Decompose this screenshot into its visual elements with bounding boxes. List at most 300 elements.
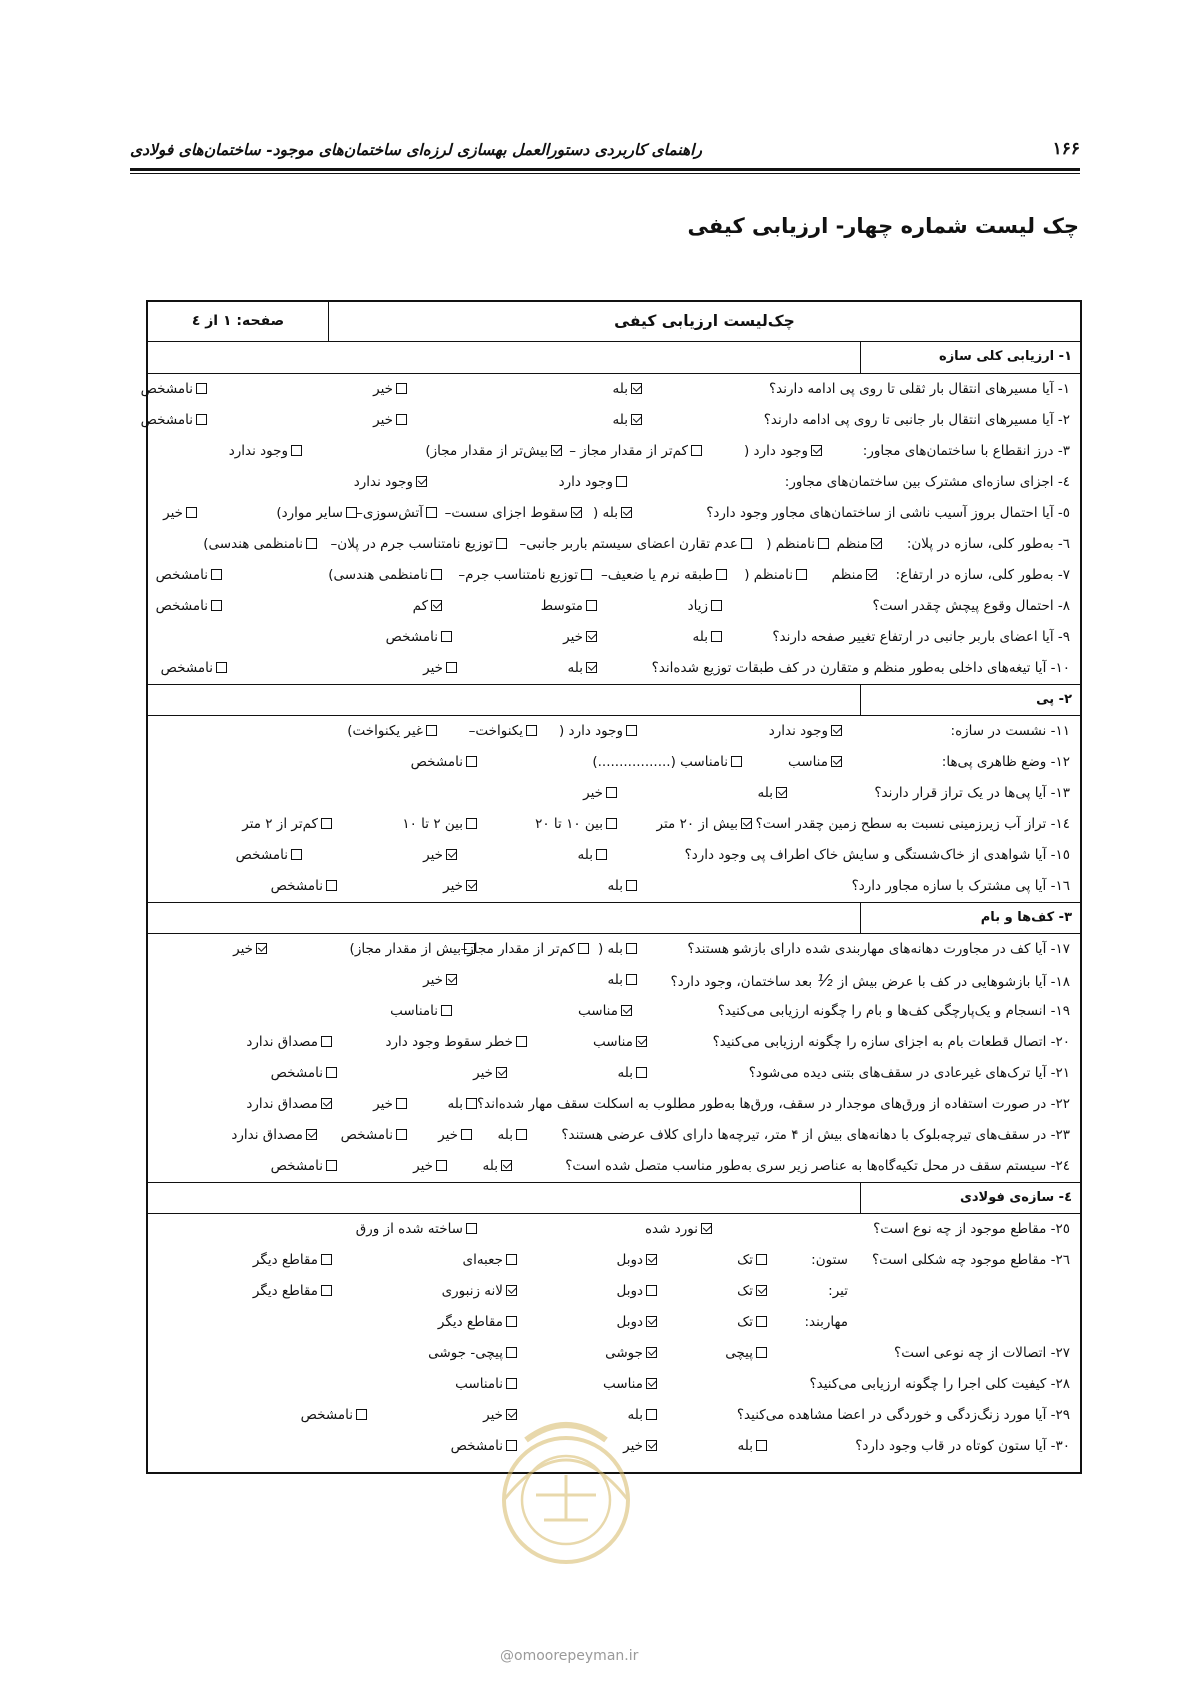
checkbox-icon[interactable] <box>516 1036 527 1047</box>
option[interactable] <box>276 498 360 529</box>
document-title: چک لیست شماره چهار- ارزیابی کیفی <box>687 214 1079 238</box>
option[interactable] <box>413 1151 450 1182</box>
checkbox-icon[interactable] <box>291 445 302 456</box>
option-label: بیش از مقدار مجاز) <box>349 941 461 957</box>
option[interactable] <box>443 871 480 902</box>
option[interactable] <box>428 1338 520 1369</box>
option-label: مصداق ندارد <box>246 1096 318 1112</box>
option-label: آتش‌سوزی– <box>356 505 423 521</box>
option[interactable] <box>645 1214 715 1245</box>
question-text: ۱٥- آیا شواهدی از خاک‌شستگی و سایش خاک اطراف پی وجود دارد؟ <box>684 847 1070 863</box>
option-label: وجود دارد <box>558 474 613 490</box>
option[interactable] <box>603 1369 660 1400</box>
checkbox-icon[interactable] <box>441 631 452 642</box>
checklist-item <box>148 1089 1080 1120</box>
checked-checkbox-icon[interactable] <box>621 1005 632 1016</box>
checklist-item <box>148 1245 1080 1276</box>
option-label: پیچی <box>725 1345 753 1361</box>
checked-checkbox-icon[interactable] <box>586 662 597 673</box>
checkbox-icon[interactable] <box>586 600 597 611</box>
option[interactable] <box>616 1307 660 1338</box>
checked-checkbox-icon[interactable] <box>506 1285 517 1296</box>
question-text: ۱٩- انسجام و یک‌پارچگی کف‌ها و بام را چگونه ارزیابی می‌کنید؟ <box>717 1003 1070 1019</box>
checked-checkbox-icon[interactable] <box>866 569 877 580</box>
checkbox-icon[interactable] <box>516 1129 527 1140</box>
checkbox-icon[interactable] <box>711 600 722 611</box>
option-label: کم‌تر از مقدار مجاز– <box>460 941 575 957</box>
checkbox-icon[interactable] <box>461 1129 472 1140</box>
checkbox-icon[interactable] <box>211 569 222 580</box>
checkbox-icon[interactable] <box>326 880 337 891</box>
checkbox-icon[interactable] <box>526 725 537 736</box>
option[interactable] <box>559 716 640 747</box>
option-label: منظم <box>836 536 868 552</box>
option[interactable] <box>519 529 755 560</box>
question-text: ۱۱- نشست در سازه: <box>950 723 1070 739</box>
checkbox-icon[interactable] <box>506 1378 517 1389</box>
section-header <box>148 684 1080 716</box>
checkbox-icon[interactable] <box>616 476 627 487</box>
checked-checkbox-icon[interactable] <box>496 1067 507 1078</box>
checked-checkbox-icon[interactable] <box>636 1036 647 1047</box>
option-label: خیر <box>423 847 443 863</box>
checkbox-icon[interactable] <box>711 631 722 642</box>
checklist-item <box>148 1276 1080 1307</box>
option[interactable] <box>738 1431 770 1462</box>
checkbox-icon[interactable] <box>606 787 617 798</box>
checked-checkbox-icon[interactable] <box>571 507 582 518</box>
option[interactable] <box>788 747 845 778</box>
option[interactable] <box>442 1276 520 1307</box>
option[interactable] <box>469 716 540 747</box>
option[interactable] <box>725 1338 770 1369</box>
checkbox-icon[interactable] <box>581 569 592 580</box>
option-label: بله <box>757 785 773 801</box>
checked-checkbox-icon[interactable] <box>586 631 597 642</box>
checkbox-icon[interactable] <box>306 538 317 549</box>
option[interactable] <box>578 996 635 1027</box>
checklist-item <box>148 591 1080 622</box>
checkbox-icon[interactable] <box>596 849 607 860</box>
checkbox-icon[interactable] <box>626 943 637 954</box>
checked-checkbox-icon[interactable] <box>831 725 842 736</box>
option[interactable] <box>271 1058 340 1089</box>
option[interactable] <box>758 778 790 809</box>
option[interactable] <box>583 778 620 809</box>
question-text: ۲٥- مقاطع موجود از چه نوع است؟ <box>873 1221 1070 1237</box>
option-label: نامشخص <box>340 1127 393 1143</box>
option[interactable] <box>354 467 430 498</box>
checked-checkbox-icon[interactable] <box>446 849 457 860</box>
option[interactable] <box>613 374 645 405</box>
option[interactable] <box>229 436 305 467</box>
checkbox-icon[interactable] <box>211 600 222 611</box>
option-label: توزیع نامتناسب جرم در پلان– <box>330 536 493 552</box>
checkbox-icon[interactable] <box>436 1160 447 1171</box>
option-label: مقاطع دیگر <box>252 1283 318 1299</box>
option[interactable] <box>423 840 460 871</box>
option[interactable] <box>373 1089 410 1120</box>
checked-checkbox-icon[interactable] <box>466 880 477 891</box>
checked-checkbox-icon[interactable] <box>701 1223 712 1234</box>
checkbox-icon[interactable] <box>196 383 207 394</box>
checked-checkbox-icon[interactable] <box>631 383 642 394</box>
checkbox-icon[interactable] <box>466 1098 477 1109</box>
option-label: بله <box>617 1065 633 1081</box>
option[interactable] <box>328 560 445 591</box>
checkbox-icon[interactable] <box>356 1409 367 1420</box>
option[interactable] <box>568 653 600 684</box>
option[interactable] <box>473 1058 510 1089</box>
option[interactable] <box>737 1276 770 1307</box>
checkbox-icon[interactable] <box>741 538 752 549</box>
checked-checkbox-icon[interactable] <box>831 756 842 767</box>
checkbox-icon[interactable] <box>756 1254 767 1265</box>
option[interactable] <box>593 1027 650 1058</box>
checklist-item <box>148 840 1080 871</box>
checked-checkbox-icon[interactable] <box>646 1254 657 1265</box>
option-label: خیر <box>373 381 393 397</box>
checkbox-icon[interactable] <box>426 725 437 736</box>
option-label: دوبل <box>616 1283 643 1299</box>
option[interactable] <box>598 934 640 965</box>
checkbox-icon[interactable] <box>506 1316 517 1327</box>
option[interactable] <box>769 716 845 747</box>
option[interactable] <box>688 591 725 622</box>
option-label: بله <box>607 878 623 894</box>
checklist-item <box>148 1338 1080 1369</box>
option-label: کم‌تر از ۲ متر <box>242 816 318 832</box>
checkbox-icon[interactable] <box>731 756 742 767</box>
option[interactable] <box>253 1276 335 1307</box>
option[interactable] <box>592 747 745 778</box>
option-label: لانه زنبوری <box>441 1283 503 1299</box>
option-label: نامشخص <box>270 1065 323 1081</box>
publisher-seal-watermark <box>466 1400 666 1580</box>
checklist-item <box>148 996 1080 1027</box>
checkbox-icon[interactable] <box>431 569 442 580</box>
option-label: بیش از ۲۰ متر <box>656 816 738 832</box>
section-title: ۲- پی <box>860 685 1080 715</box>
option-label: نامشخص <box>160 660 213 676</box>
option[interactable] <box>618 1058 650 1089</box>
option[interactable] <box>438 1120 475 1151</box>
option[interactable] <box>156 591 225 622</box>
checked-checkbox-icon[interactable] <box>776 787 787 798</box>
question-text: ۲٩- آیا مورد زنگ‌زدگی و خوردگی در اعضا مشاهده می‌کنید؟ <box>736 1407 1070 1423</box>
checked-checkbox-icon[interactable] <box>551 445 562 456</box>
option-label: وجود دارد ( <box>744 443 808 459</box>
checked-checkbox-icon[interactable] <box>646 1378 657 1389</box>
checkbox-icon[interactable] <box>578 943 589 954</box>
option[interactable] <box>593 498 635 529</box>
option[interactable] <box>425 436 565 467</box>
checklist-item <box>148 871 1080 902</box>
checkbox-icon[interactable] <box>321 1254 332 1265</box>
option-label: دوبل <box>616 1252 643 1268</box>
checkbox-icon[interactable] <box>466 1223 477 1234</box>
question-text: ۱۲- وضع ظاهری پی‌ها: <box>941 754 1070 770</box>
option-label: سایر موارد) <box>276 505 343 521</box>
option[interactable] <box>350 934 478 965</box>
checkbox-icon[interactable] <box>186 507 197 518</box>
option[interactable] <box>253 1245 335 1276</box>
option[interactable] <box>386 622 455 653</box>
option[interactable] <box>605 1338 660 1369</box>
option[interactable] <box>341 1120 410 1151</box>
checked-checkbox-icon[interactable] <box>871 538 882 549</box>
option[interactable] <box>460 934 592 965</box>
option-label: نامشخص <box>140 381 193 397</box>
option[interactable] <box>693 622 725 653</box>
option[interactable] <box>141 374 210 405</box>
option[interactable] <box>601 560 730 591</box>
checkbox-icon[interactable] <box>756 1440 767 1451</box>
option[interactable] <box>331 529 510 560</box>
question-text: ۱٦- آیا پی مشترک با سازه مجاور دارد؟ <box>851 878 1070 894</box>
option[interactable] <box>301 1400 370 1431</box>
option[interactable] <box>356 1214 480 1245</box>
checked-checkbox-icon[interactable] <box>811 445 822 456</box>
checked-checkbox-icon[interactable] <box>646 1347 657 1358</box>
option-label: خیر <box>473 1065 493 1081</box>
option[interactable] <box>455 1369 520 1400</box>
option[interactable] <box>837 529 885 560</box>
checklist-item <box>148 1369 1080 1400</box>
option-label: خیر <box>373 1096 393 1112</box>
question-text: ٧- به‌طور کلی، سازه در ارتفاع: <box>895 567 1070 583</box>
option-label: نامنظم ( <box>744 567 793 583</box>
checkbox-icon[interactable] <box>818 538 829 549</box>
question-text: ۱۰- آیا تیغه‌های داخلی به‌طور منظم و متقارن در کف طبقات توزیع شده‌اند؟ <box>651 660 1070 676</box>
option[interactable] <box>246 1089 335 1120</box>
option-label: ساخته شده از ورق <box>355 1221 463 1237</box>
checkbox-icon[interactable] <box>396 414 407 425</box>
page-header <box>130 130 1080 168</box>
option[interactable] <box>386 1027 531 1058</box>
option[interactable] <box>423 653 460 684</box>
option[interactable] <box>411 747 480 778</box>
option[interactable] <box>445 498 585 529</box>
option-label: نامناسب <box>390 1003 438 1019</box>
option[interactable] <box>613 405 645 436</box>
checkbox-icon[interactable] <box>396 383 407 394</box>
option-label: متوسط <box>540 598 583 614</box>
option[interactable] <box>203 529 320 560</box>
checkbox-icon[interactable] <box>326 1160 337 1171</box>
option[interactable] <box>271 871 340 902</box>
option[interactable] <box>373 405 410 436</box>
option[interactable] <box>737 1245 770 1276</box>
website-text: omoorepeyman.ir <box>514 1648 639 1664</box>
option[interactable] <box>423 965 460 996</box>
checked-checkbox-icon[interactable] <box>416 476 427 487</box>
option[interactable] <box>744 436 825 467</box>
option[interactable] <box>737 1307 770 1338</box>
option[interactable] <box>156 560 225 591</box>
option-label: نامشخص <box>300 1407 353 1423</box>
option-label: طبقه نرم یا ضعیف– <box>601 567 713 583</box>
checkbox-icon[interactable] <box>626 725 637 736</box>
fraction-mark: ½ <box>812 971 838 990</box>
option[interactable] <box>373 374 410 405</box>
option-label: بله ( <box>592 505 618 521</box>
option[interactable] <box>616 1276 660 1307</box>
checked-checkbox-icon[interactable] <box>741 818 752 829</box>
checkbox-icon[interactable] <box>636 1067 647 1078</box>
option[interactable] <box>271 1151 340 1182</box>
checked-checkbox-icon[interactable] <box>256 943 267 954</box>
option-label: بین ۲ تا ۱۰ <box>402 816 463 832</box>
sheet-heading: چک‌لیست ارزیابی کیفی <box>614 312 795 330</box>
option[interactable] <box>438 1307 520 1338</box>
option-label: بله <box>692 629 708 645</box>
option[interactable] <box>541 591 600 622</box>
option[interactable] <box>744 560 810 591</box>
option-label: وجود دارد ( <box>559 723 623 739</box>
option-label: تک <box>737 1314 753 1330</box>
option[interactable] <box>236 840 305 871</box>
option[interactable] <box>231 1120 320 1151</box>
option[interactable] <box>483 1151 515 1182</box>
checklist-item <box>148 560 1080 591</box>
option[interactable] <box>766 529 832 560</box>
option[interactable] <box>402 809 480 840</box>
option-label: عدم تقارن اعضای سیستم باربر جانبی– <box>519 536 738 552</box>
checkbox-icon[interactable] <box>466 818 477 829</box>
option-label: نامشخص <box>140 412 193 428</box>
option[interactable] <box>161 653 230 684</box>
option-label: مصداق ندارد <box>246 1034 318 1050</box>
option[interactable] <box>448 1089 480 1120</box>
checkbox-icon[interactable] <box>321 1285 332 1296</box>
option[interactable] <box>832 560 880 591</box>
question-text: ٩- آیا اعضای باربر جانبی در ارتفاع تغییر صفحه دارند؟ <box>772 629 1070 645</box>
option[interactable] <box>233 934 270 965</box>
section-blank-cell <box>148 342 860 373</box>
checkbox-icon[interactable] <box>321 818 332 829</box>
question-text: ۳- درز انقطاع با ساختمان‌های مجاور: <box>862 443 1070 459</box>
option-label: کم‌تر از مقدار مجاز – <box>569 443 688 459</box>
checkbox-icon[interactable] <box>464 943 475 954</box>
sheet-page-info: صفحه: ۱ از ٤ <box>148 302 329 341</box>
checked-checkbox-icon[interactable] <box>431 600 442 611</box>
member-type-label: مهاربند: <box>804 1314 848 1330</box>
checklist-item <box>148 1120 1080 1151</box>
option[interactable] <box>246 1027 335 1058</box>
checklist-item <box>148 934 1080 965</box>
checked-checkbox-icon[interactable] <box>621 507 632 518</box>
checked-checkbox-icon[interactable] <box>631 414 642 425</box>
question-text: ٥- آیا احتمال بروز آسیب ناشی از ساختمان‌های مجاور وجود دارد؟ <box>706 505 1070 521</box>
option[interactable] <box>463 1245 521 1276</box>
checkbox-icon[interactable] <box>646 1285 657 1296</box>
checklist-item <box>148 436 1080 467</box>
option[interactable] <box>559 467 630 498</box>
checkbox-icon[interactable] <box>291 849 302 860</box>
checklist-item <box>148 1214 1080 1245</box>
option[interactable] <box>390 996 455 1027</box>
checked-checkbox-icon[interactable] <box>306 1129 317 1140</box>
option[interactable] <box>356 498 440 529</box>
checkbox-icon[interactable] <box>396 1098 407 1109</box>
question-text: ۲۰- اتصال قطعات بام به اجزای سازه را چگونه ارزیابی می‌کنید؟ <box>712 1034 1070 1050</box>
option[interactable] <box>616 1245 660 1276</box>
option[interactable] <box>141 405 210 436</box>
option[interactable] <box>347 716 440 747</box>
checkbox-icon[interactable] <box>216 662 227 673</box>
question-text: ۱٧- آیا کف در مجاورت دهانه‌های مهاربندی شده دارای بازشو هستند؟ <box>687 941 1070 957</box>
option[interactable] <box>563 622 600 653</box>
checklist-sheet <box>140 300 1082 1474</box>
checkbox-icon[interactable] <box>441 1005 452 1016</box>
section-header <box>148 1182 1080 1214</box>
checked-checkbox-icon[interactable] <box>446 974 457 985</box>
option[interactable] <box>569 436 705 467</box>
option[interactable] <box>163 498 200 529</box>
option[interactable] <box>608 965 640 996</box>
option[interactable] <box>458 560 595 591</box>
section-header <box>148 342 1080 374</box>
checklist-item <box>148 965 1080 996</box>
checkbox-icon[interactable] <box>446 662 457 673</box>
question-text: ٦- به‌طور کلی، سازه در پلان: <box>906 536 1070 552</box>
checkbox-icon[interactable] <box>606 818 617 829</box>
checkbox-icon[interactable] <box>496 538 507 549</box>
checkbox-icon[interactable] <box>796 569 807 580</box>
checkbox-icon[interactable] <box>506 1347 517 1358</box>
checked-checkbox-icon[interactable] <box>501 1160 512 1171</box>
option-label: مناسب <box>788 754 828 770</box>
option-label: خیر <box>583 785 603 801</box>
option[interactable] <box>657 809 755 840</box>
checkbox-icon[interactable] <box>346 507 357 518</box>
option[interactable] <box>535 809 620 840</box>
checkbox-icon[interactable] <box>626 974 637 985</box>
option[interactable] <box>608 871 640 902</box>
option[interactable] <box>242 809 335 840</box>
option-label: وجود ندارد <box>768 723 828 739</box>
checked-checkbox-icon[interactable] <box>646 1316 657 1327</box>
checked-checkbox-icon[interactable] <box>321 1098 332 1109</box>
checkbox-icon[interactable] <box>506 1254 517 1265</box>
checkbox-icon[interactable] <box>326 1067 337 1078</box>
checkbox-icon[interactable] <box>626 880 637 891</box>
checkbox-icon[interactable] <box>691 445 702 456</box>
checkbox-icon[interactable] <box>321 1036 332 1047</box>
checkbox-icon[interactable] <box>426 507 437 518</box>
option-label: تک <box>737 1283 753 1299</box>
option-label: بله <box>482 1158 498 1174</box>
option-label: نامناسب <box>455 1376 503 1392</box>
option-label: وجود ندارد <box>353 474 413 490</box>
option[interactable] <box>578 840 610 871</box>
option-label: خیر <box>483 1407 503 1423</box>
option-label: بله <box>567 660 583 676</box>
checkbox-icon[interactable] <box>756 1316 767 1327</box>
checkbox-icon[interactable] <box>716 569 727 580</box>
checklist-item <box>148 653 1080 684</box>
checkbox-icon[interactable] <box>396 1129 407 1140</box>
checkbox-icon[interactable] <box>466 756 477 767</box>
checked-checkbox-icon[interactable] <box>756 1285 767 1296</box>
option[interactable] <box>498 1120 530 1151</box>
checklist-item <box>148 809 1080 840</box>
option[interactable] <box>413 591 445 622</box>
checkbox-icon[interactable] <box>756 1347 767 1358</box>
option-label: بله <box>627 1407 643 1423</box>
checkbox-icon[interactable] <box>196 414 207 425</box>
